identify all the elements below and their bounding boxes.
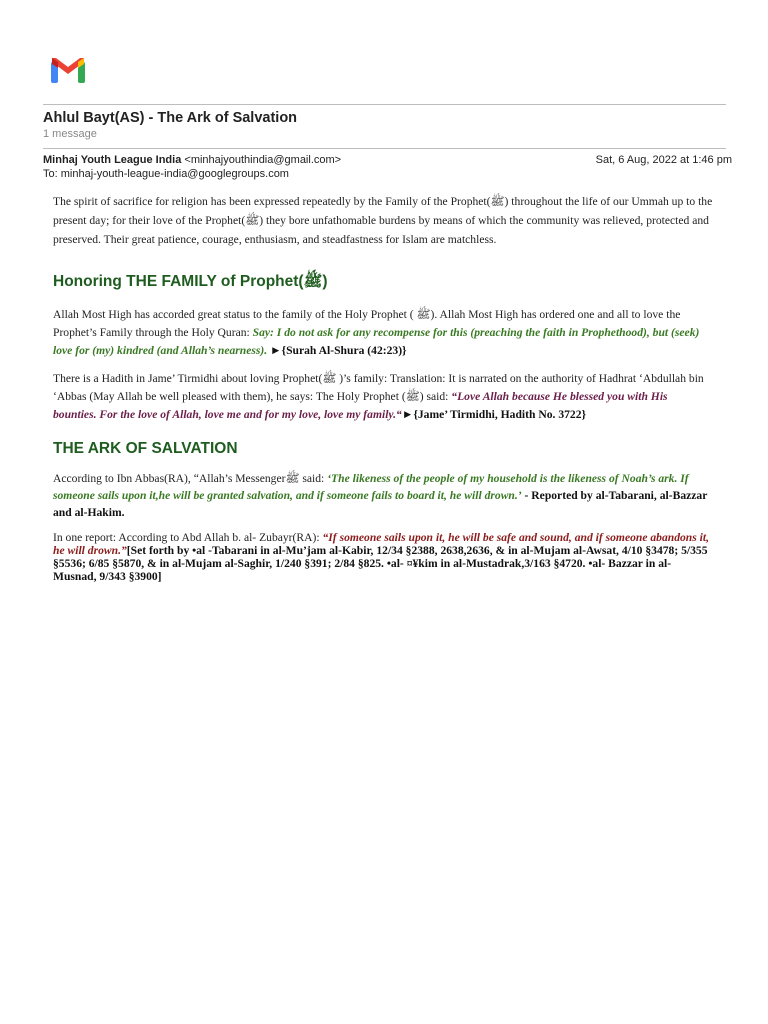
hadith-paragraph	[53, 370, 713, 424]
ark-reference: - Reported by al-Tabarani, al-Bazzar and al-Hakim.	[53, 489, 708, 519]
header-divider	[43, 104, 726, 105]
sender-email: <minhajyouthindia@gmail.com>	[184, 154, 342, 166]
report-quote: “If someone sails upon it, he will be safe and sound, and if someone abandons it, he will drown.”	[53, 531, 710, 557]
message-count: 1 message	[43, 128, 97, 140]
heading-ark: THE ARK OF SALVATION	[53, 440, 238, 457]
report-reference: [Set forth by •al -Tabarani in al-Mu’jam al-Kabir, 12/34 §2388, 2638,2636, & in al-Mujam al-Awsat, 4/10 §3478; 5/355 §5536; 6/85 §5870, & in al-Mujam al-Saghir, 1/240 §391; 2/84 §825. •al- ¤¥kim in al-Mustadrak,3/163 §4720. •al- Bazzar in al-Musnad, 9/343 §3900]	[53, 544, 708, 583]
intro-paragraph: The spirit of sacrifice for religion has been expressed repeatedly by the Family of the Prophet(ﷺ) throughout the life of our Ummah up to the present day; for their love of the Prophet(ﷺ) they bore unfathomable burdens by means of which the community was relieved, protected and preserved. Their great patience, courage, enthusiasm, and steadfastness for Islam are matchless.	[53, 195, 713, 246]
ark-text: According to Ibn Abbas(RA), “Allah’s Messengerﷺ said:	[53, 472, 328, 485]
gmail-logo-icon	[50, 56, 86, 84]
subject-divider	[43, 148, 726, 149]
email-body	[53, 192, 713, 583]
hadith-quote: “Love Allah because He blessed you with His bounties. For the love of Allah, love me and for my love, love my family.“	[53, 390, 668, 421]
sender-name: Minhaj Youth League India	[43, 154, 182, 166]
email-subject: Ahlul Bayt(AS) - The Ark of Salvation	[43, 110, 298, 126]
family-reference: ►{Surah Al-Shura (42:23)}	[267, 344, 407, 357]
ark-paragraph	[53, 470, 713, 521]
report-paragraph	[53, 531, 713, 583]
recipient: To: minhaj-youth-league-india@googlegroups.com	[43, 168, 289, 180]
ark-quote: ‘The likeness of the people of my household is the likeness of Noah’s ark. If someone sails upon it,he will be granted salvation, and if someone fails to board it, he will drown.’	[53, 472, 689, 502]
family-paragraph	[53, 306, 713, 360]
heading-family: Honoring THE FAMILY of Prophet(ﷺ)	[53, 273, 328, 290]
email-date: Sat, 6 Aug, 2022 at 1:46 pm	[595, 154, 732, 166]
hadith-text: There is a Hadith in Jame’ Tirmidhi about loving Prophet(ﷺ )’s family: Translation: It is narrated on the authority of Hadhrat ‘Abdullah bin ‘Abbas (May Allah be well pleased with them), he says: The Holy Prophet (ﷺ) said:	[53, 372, 704, 403]
report-text: In one report: According to Abd Allah b. al- Zubayr(RA):	[53, 531, 323, 544]
family-text: Allah Most High has accorded great status to the family of the Holy Prophet ( ﷺ). Allah Most High has ordered one and all to love the Prophet’s Family through the Holy Quran:	[53, 308, 681, 339]
hadith-reference: ►{Jame’ Tirmidhi, Hadith No. 3722}	[401, 408, 587, 421]
sender	[43, 154, 341, 166]
family-quote: Say: I do not ask for any recompense for this (preaching the faith in Prophethood), but (seek) love for (my) kindred (and Allah’s nearness).	[53, 326, 700, 357]
